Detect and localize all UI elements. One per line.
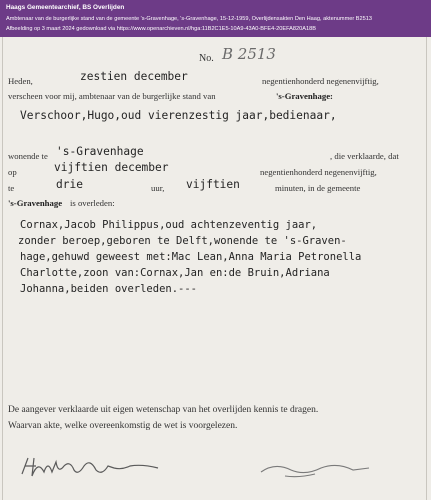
deceased-line-3: hage,gehuwd geweest met:Mac Lean,Anna Maria Petronella — [20, 251, 362, 263]
label-minuten: minuten, in de gemeente — [275, 183, 361, 193]
page-border-left — [2, 37, 3, 500]
label-te: te — [8, 183, 15, 193]
label-uur: uur, — [151, 183, 165, 193]
deceased-line-4: Charlotte,zoon van:Cornax,Jan en:de Bruin,Adriana — [20, 267, 330, 279]
death-year-printed: negentienhonderd negenenvijftig, — [260, 167, 377, 177]
signature-official — [255, 456, 375, 482]
label-heden: Heden, — [8, 76, 33, 86]
death-date: vijftien december — [54, 161, 169, 174]
banner-source-line: Ambtenaar van de burgerlijke stand van de gemeente 's-Gravenhage, 's-Gravenhage, 15-12-1959, Overlijdensakten Den Haag, aktenummer B2513 — [6, 15, 372, 22]
declarant-info: Verschoor,Hugo,oud vierenzestig jaar,bedienaar, — [20, 109, 337, 122]
closing-statement-2: Waarvan akte, welke overeenkomstig de wet is voorgelezen. — [8, 421, 238, 431]
deceased-line-1: Cornax,Jacob Philippus,oud achtenzeventig jaar, — [20, 219, 318, 231]
municipality-2: 's-Gravenhage — [8, 198, 63, 208]
die-verklaarde-text: , die verklaarde, dat — [330, 151, 399, 161]
banner-download-line: Afbeelding op 3 maart 2024 gedownload via https://www.openarchieven.nl/hga:11B2C1E5-10A9-43A0-BFE4-20EFA820A18B — [6, 26, 316, 32]
signature-official-drawing — [255, 456, 375, 482]
signature-declarant-drawing — [18, 452, 168, 482]
declarant-residence: 's-Gravenhage — [56, 145, 144, 158]
appeared-before-text: verscheen voor mij, ambtenaar van de burgerlijke stand van — [8, 91, 216, 101]
death-hour: drie — [56, 178, 83, 191]
deceased-line-5: Johanna,beiden overleden.--- — [20, 283, 198, 295]
closing-statement-1: De aangever verklaarde uit eigen wetenschap van het overlijden kennis te dragen. — [8, 405, 319, 415]
label-op: op — [8, 167, 17, 177]
page-border-right — [426, 37, 427, 500]
banner-title: Haags Gemeentearchief, BS Overlijden — [6, 4, 125, 11]
signature-declarant — [18, 452, 168, 482]
filing-date: zestien december — [80, 70, 188, 83]
label-wonende-te: wonende te — [8, 151, 48, 161]
record-number-label: No. — [199, 53, 214, 64]
label-is-overleden: is overleden: — [70, 198, 115, 208]
archive-banner — [0, 0, 431, 37]
death-minutes: vijftien — [186, 178, 240, 191]
deceased-line-2: zonder beroep,geboren te Delft,wonende te 's-Graven- — [18, 235, 347, 247]
municipality-1: 's-Gravenhage: — [276, 91, 333, 101]
record-number: B 2513 — [222, 45, 276, 63]
filing-year-printed: negentienhonderd negenenvijftig, — [262, 76, 379, 86]
